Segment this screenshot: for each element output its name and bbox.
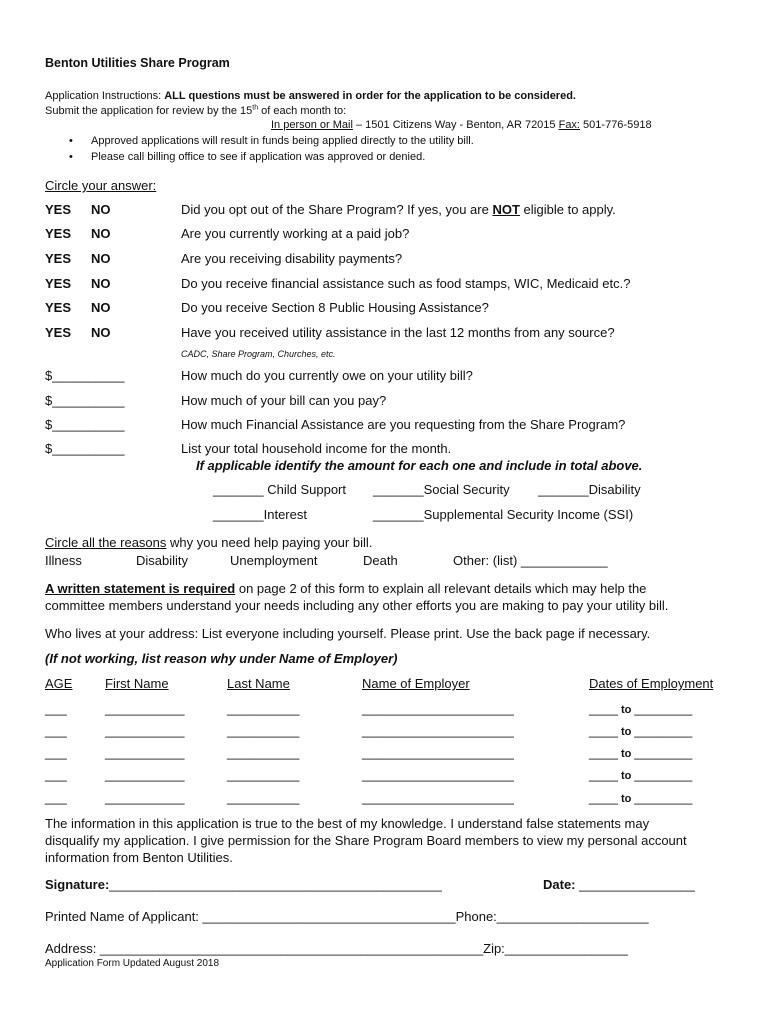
no-option[interactable]: NO — [91, 251, 111, 266]
income-child-support[interactable]: _______ Child Support — [213, 482, 346, 497]
address-label: Address: — [45, 941, 100, 956]
date-separator: to — [617, 793, 635, 805]
first-name-blank[interactable]: ___________ — [105, 790, 185, 805]
first-name-blank[interactable]: ___________ — [105, 767, 185, 782]
signature-line[interactable]: ______________________________________________ — [109, 877, 442, 892]
date-separator: to — [617, 770, 635, 782]
question-text: Do you receive Section 8 Public Housing Assistance? — [181, 300, 489, 315]
income-social-security[interactable]: _______Social Security — [373, 482, 510, 497]
first-name-blank[interactable]: ___________ — [105, 723, 185, 738]
mail-address: – 1501 Citizens Way - Benton, AR 72015 — [352, 119, 559, 131]
question-text: Have you received utility assistance in the last 12 months from any source? — [181, 325, 615, 340]
date-from-blank[interactable]: ____ — [589, 790, 618, 805]
no-option[interactable]: NO — [91, 276, 111, 291]
certification-line: The information in this application is true to the best of my knowledge. I understand false statements may — [45, 816, 650, 831]
dollar-amount-field[interactable]: $__________ — [45, 441, 125, 456]
date-from-blank[interactable]: ____ — [589, 701, 618, 716]
signature-field[interactable] — [45, 877, 442, 892]
money-question: How much Financial Assistance are you requesting from the Share Program? — [181, 417, 626, 432]
instructions-bold: ALL questions must be answered in order for the application to be considered. — [164, 90, 576, 102]
yes-option[interactable]: YES — [45, 226, 72, 241]
yes-option[interactable]: YES — [45, 276, 72, 291]
yes-no-question — [181, 202, 616, 217]
income-disability[interactable]: _______Disability — [538, 482, 641, 497]
written-statement-line1 — [45, 581, 646, 596]
date-separator: to — [617, 726, 635, 738]
yes-no-question — [181, 226, 409, 241]
no-option[interactable]: NO — [91, 325, 111, 340]
employment-dates-blank[interactable] — [589, 701, 692, 716]
footer-updated: Application Form Updated August 2018 — [45, 958, 219, 969]
income-interest[interactable]: _______Interest — [213, 507, 307, 522]
dollar-amount-field[interactable]: $__________ — [45, 368, 125, 383]
employment-dates-blank[interactable] — [589, 723, 692, 738]
question-text: Are you receiving disability payments? — [181, 251, 403, 266]
date-to-blank[interactable]: ________ — [634, 745, 693, 760]
question-text: Do you receive financial assistance such as food stamps, WIC, Medicaid etc.? — [181, 276, 631, 291]
employer-blank[interactable]: _____________________ — [362, 790, 514, 805]
age-blank[interactable]: ___ — [45, 723, 67, 738]
yes-option[interactable]: YES — [45, 202, 72, 217]
income-note: If applicable identify the amount for each one and include in total above. — [196, 458, 643, 473]
fax-number: 501-776-5918 — [580, 119, 652, 131]
yes-no-question — [181, 251, 402, 266]
first-name-blank[interactable]: ___________ — [105, 745, 185, 760]
submit-suffix: of each month to: — [258, 105, 347, 117]
yes-no-question — [181, 325, 615, 340]
certification-line: information from Benton Utilities. — [45, 850, 233, 865]
employment-dates-blank[interactable] — [589, 745, 692, 760]
reason-option[interactable]: Unemployment — [230, 553, 318, 568]
instructions-line — [45, 90, 576, 102]
reasons-prompt-rest: why you need help paying your bill. — [166, 535, 373, 550]
employer-blank[interactable]: _____________________ — [362, 745, 514, 760]
employer-blank[interactable]: _____________________ — [362, 767, 514, 782]
date-from-blank[interactable]: ____ — [589, 723, 618, 738]
yes-no-question — [181, 276, 630, 291]
written-statement-line2: committee members understand your needs including any other efforts you are making to pay your utility bill. — [45, 598, 669, 613]
dollar-amount-field[interactable]: $__________ — [45, 393, 125, 408]
form-title: Benton Utilities Share Program — [45, 56, 230, 70]
certification-line: disqualify my application. I give permission for the Share Program Board members to view my personal account — [45, 833, 687, 848]
first-name-blank[interactable]: ___________ — [105, 701, 185, 716]
reason-option[interactable]: Illness — [45, 553, 82, 568]
printed-name-field[interactable] — [45, 909, 649, 924]
no-option[interactable]: NO — [91, 226, 111, 241]
no-option[interactable]: NO — [91, 202, 111, 217]
household-note: (If not working, list reason why under Name of Employer) — [45, 651, 398, 666]
address-field[interactable] — [45, 941, 628, 956]
reason-option[interactable]: Other: (list) ____________ — [453, 553, 608, 568]
money-question: How much do you currently owe on your utility bill? — [181, 368, 473, 383]
submit-address — [271, 119, 652, 131]
written-statement-bold: A written statement is required — [45, 581, 236, 596]
submit-sup: th — [252, 104, 259, 112]
last-name-blank[interactable]: __________ — [227, 745, 300, 760]
yes-option[interactable]: YES — [45, 251, 72, 266]
date-from-blank[interactable]: ____ — [589, 745, 618, 760]
date-label: Date: — [543, 877, 576, 892]
zip-label: Zip: — [483, 941, 505, 956]
printed-name-line[interactable]: ___________________________________ — [202, 909, 456, 924]
last-name-blank[interactable]: __________ — [227, 790, 300, 805]
reason-option[interactable]: Death — [363, 553, 398, 568]
submit-prefix: Submit the application for review by the 15 — [45, 105, 253, 117]
last-name-blank[interactable]: __________ — [227, 701, 300, 716]
money-question: How much of your bill can you pay? — [181, 393, 387, 408]
income-ssi[interactable]: _______Supplemental Security Income (SSI) — [373, 507, 634, 522]
circle-answer-heading: Circle your answer: — [45, 178, 157, 193]
header-first-name: First Name — [105, 676, 169, 691]
age-blank[interactable]: ___ — [45, 745, 67, 760]
date-from-blank[interactable]: ____ — [589, 767, 618, 782]
date-field[interactable] — [543, 877, 695, 892]
no-option[interactable]: NO — [91, 300, 111, 315]
zip-line[interactable]: _________________ — [504, 941, 628, 956]
header-age: AGE — [45, 676, 73, 691]
header-last-name: Last Name — [227, 676, 290, 691]
reasons-prompt-underlined: Circle all the reasons — [45, 535, 167, 550]
instructions-label: Application Instructions: — [45, 90, 165, 102]
employment-dates-blank[interactable] — [589, 767, 692, 782]
question-emphasis: NOT — [492, 202, 520, 217]
date-to-blank[interactable]: ________ — [634, 723, 693, 738]
assistance-note: CADC, Share Program, Churches, etc. — [181, 349, 336, 359]
employer-blank[interactable]: _____________________ — [362, 723, 514, 738]
date-to-blank[interactable]: ________ — [634, 790, 693, 805]
header-employer: Name of Employer — [362, 676, 470, 691]
last-name-blank[interactable]: __________ — [227, 767, 300, 782]
address-line[interactable]: _____________________________________________________ — [99, 941, 484, 956]
printed-name-label: Printed Name of Applicant: — [45, 909, 203, 924]
household-prompt: Who lives at your address: List everyone including yourself. Please print. Use the back page if necessary. — [45, 626, 651, 641]
written-statement-rest: on page 2 of this form to explain all relevant details which may help the — [235, 581, 647, 596]
question-text: Did you opt out of the Share Program? If yes, you are — [181, 202, 493, 217]
reason-option[interactable]: Disability — [136, 553, 189, 568]
age-blank[interactable]: ___ — [45, 767, 67, 782]
age-blank[interactable]: ___ — [45, 790, 67, 805]
dollar-amount-field[interactable]: $__________ — [45, 417, 125, 432]
yes-no-question — [181, 300, 489, 315]
employer-blank[interactable]: _____________________ — [362, 701, 514, 716]
phone-label: Phone: — [455, 909, 497, 924]
question-text-end: eligible to apply. — [519, 202, 616, 217]
yes-option[interactable]: YES — [45, 300, 72, 315]
phone-line[interactable]: _____________________ — [496, 909, 649, 924]
date-separator: to — [617, 704, 635, 716]
date-separator: to — [617, 748, 635, 760]
in-person-or-mail: In person or Mail — [271, 119, 353, 131]
bullet-item: • Approved applications will result in funds being applied directly to the utility bill. — [91, 135, 474, 147]
age-blank[interactable]: ___ — [45, 701, 67, 716]
submit-line — [45, 105, 346, 117]
yes-option[interactable]: YES — [45, 325, 72, 340]
employment-dates-blank[interactable] — [589, 790, 692, 805]
date-to-blank[interactable]: ________ — [634, 767, 693, 782]
last-name-blank[interactable]: __________ — [227, 723, 300, 738]
header-dates: Dates of Employment — [589, 676, 714, 691]
signature-label: Signature: — [45, 877, 110, 892]
date-to-blank[interactable]: ________ — [634, 701, 693, 716]
money-question: List your total household income for the month. — [181, 441, 452, 456]
reasons-prompt — [45, 535, 372, 550]
date-line[interactable]: ________________ — [575, 877, 695, 892]
fax-label: Fax: — [558, 119, 580, 131]
question-text: Are you currently working at a paid job? — [181, 226, 410, 241]
bullet-item: • Please call billing office to see if application was approved or denied. — [91, 151, 425, 163]
